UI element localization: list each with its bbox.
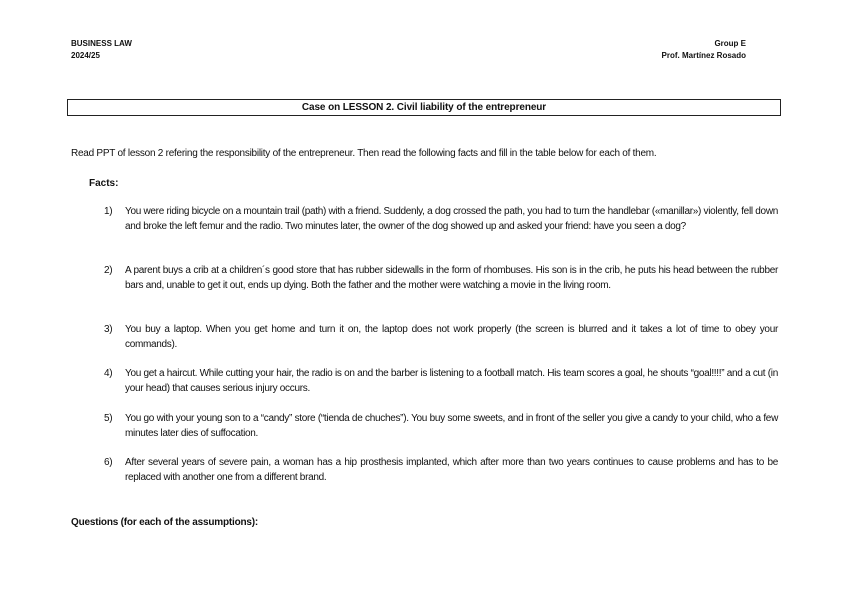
fact-text: You get a haircut. While cutting your hair, the radio is on and the barber is listening to a football match. His team scores a goal, he shouts “goal!!!!” and a cut (in your head) that causes serious injury occurs. [125,368,778,394]
fact-text: You go with your young son to a “candy” store (“tienda de chuches”). You buy some sweets, and in front of the seller you give a candy to your child, who a few minutes later dies of suffocation. [125,413,778,439]
fact-item-5 [104,412,778,442]
academic-year: 2024/25 [71,51,100,60]
fact-text: After several years of severe pain, a woman has a hip prosthesis implanted, which after more than two years continues to cause problems and has to be replaced with another one from a different brand. [125,457,778,483]
fact-item-6 [104,456,778,486]
questions-heading: Questions (for each of the assumptions): [71,517,259,528]
group-label: Group E [714,39,746,48]
header-group-block [662,38,746,62]
fact-text: You were riding bicycle on a mountain trail (path) with a friend. Suddenly, a dog crossed the path, you had to turn the handlebar («manillar») violently, fell down and broke the left femur and the radio. Two minutes later, the owner of the dog showed up and asked your friend: have you seen a dog? [125,206,778,232]
facts-heading: Facts: [89,178,119,189]
intro-paragraph: Read PPT of lesson 2 refering the responsibility of the entrepreneur. Then read the following facts and fill in the table below for each of them. [71,148,657,159]
professor-name: Prof. Martínez Rosado [661,51,746,60]
fact-item-4 [104,367,778,397]
course-name: BUSINESS LAW [71,39,132,48]
case-title: Case on LESSON 2. Civil liability of the entrepreneur [67,99,781,116]
fact-item-2 [104,264,778,294]
fact-number: 3) [104,324,113,335]
fact-number: 4) [104,368,113,379]
fact-number: 1) [104,206,113,217]
fact-item-3 [104,323,778,353]
fact-item-1 [104,205,778,235]
header-course-block [71,38,132,62]
fact-number: 2) [104,265,113,276]
fact-number: 5) [104,413,113,424]
fact-text: You buy a laptop. When you get home and turn it on, the laptop does not work properly (the screen is blurred and it takes a lot of time to obey your commands). [125,324,778,350]
fact-number: 6) [104,457,113,468]
fact-text: A parent buys a crib at a children´s good store that has rubber sidewalls in the form of rhombuses. His son is in the crib, he puts his head between the rubber bars and, unable to get it out, ends up dying. Both the father and the mother were watching a movie in the living room. [125,265,778,291]
